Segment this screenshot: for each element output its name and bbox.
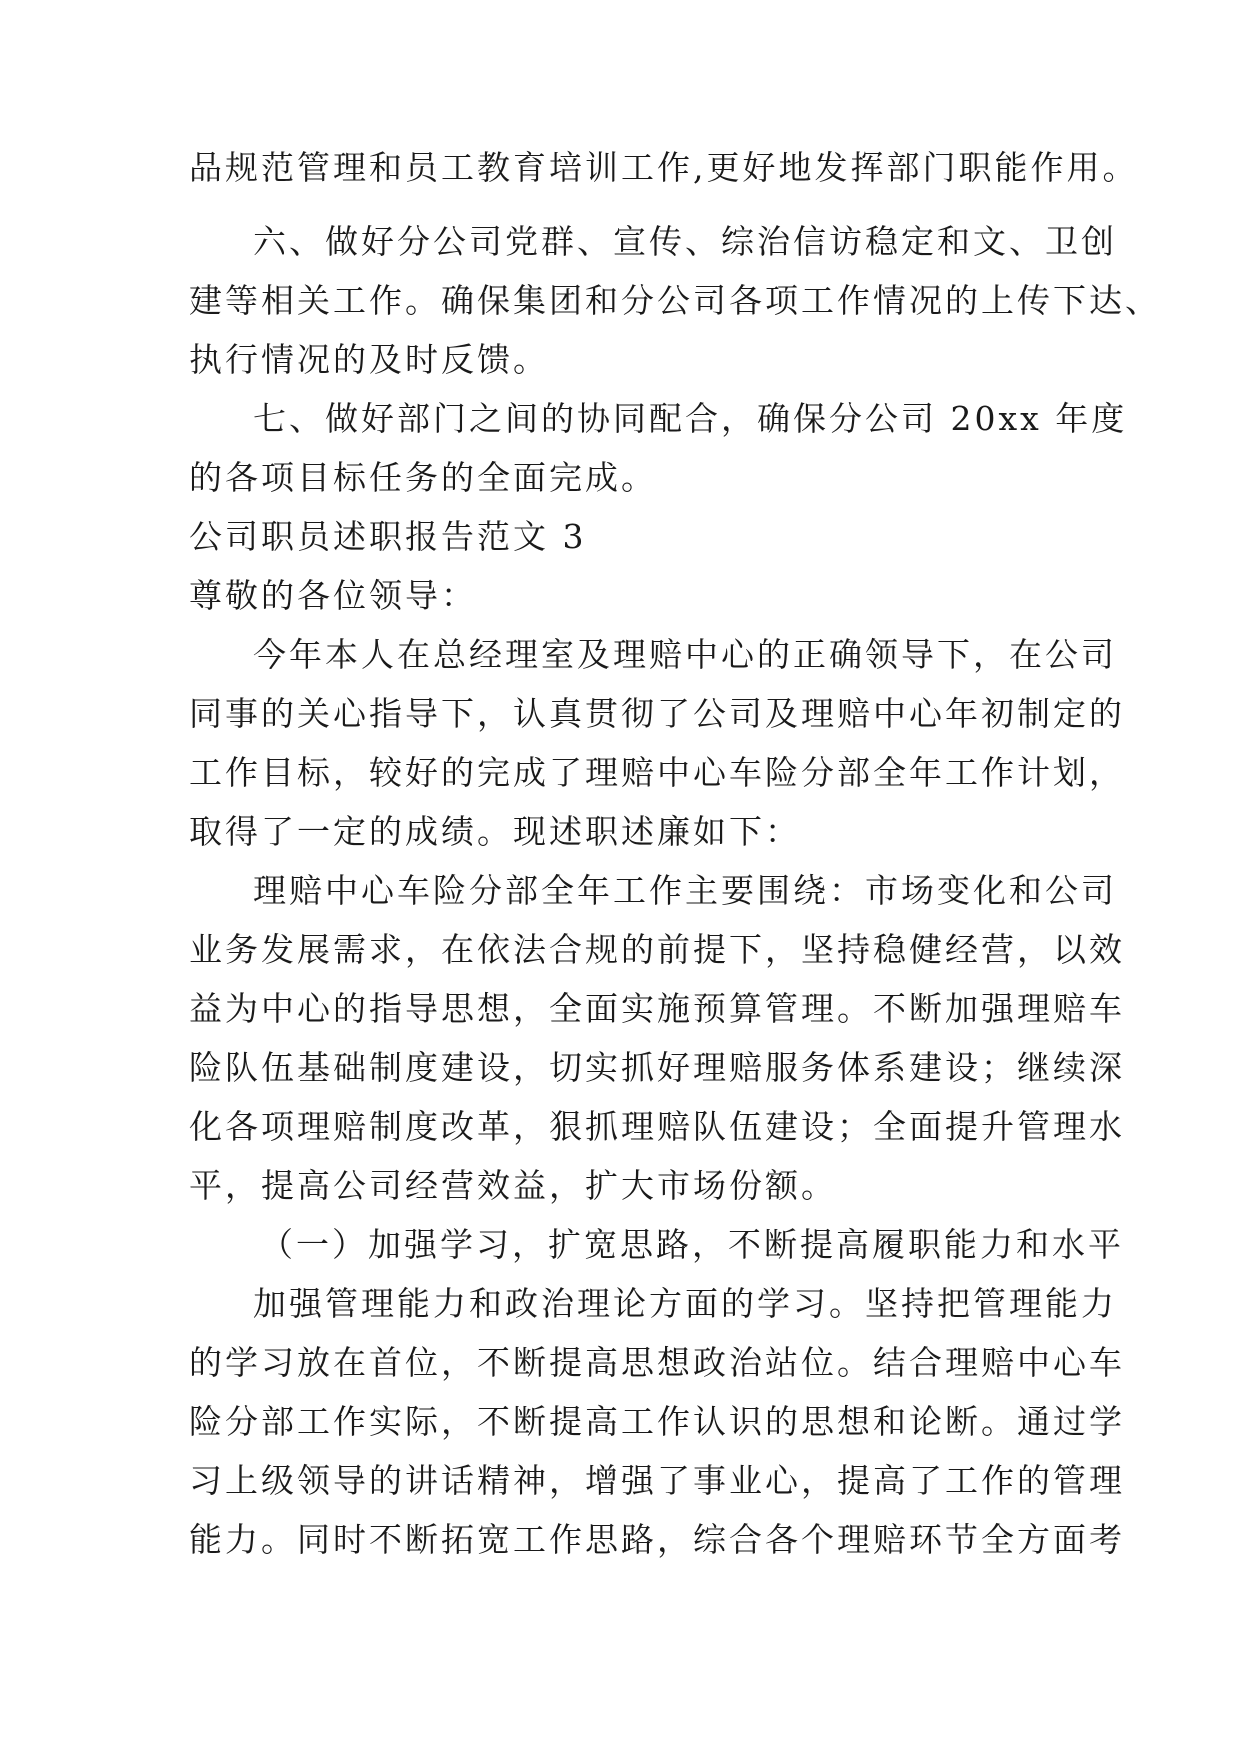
paragraph-line: 能力。同时不断拓宽工作思路，综合各个理赔环节全方面考 xyxy=(189,1520,1125,1559)
salutation: 尊敬的各位领导： xyxy=(189,576,477,615)
paragraph-line: 同事的关心指导下，认真贯彻了公司及理赔中心年初制定的 xyxy=(189,694,1125,733)
paragraph-line: 的各项目标任务的全面完成。 xyxy=(189,458,657,497)
paragraph-line: 七、做好部门之间的协同配合，确保分公司 20xx 年度 xyxy=(253,399,1128,438)
paragraph-line: 执行情况的及时反馈。 xyxy=(189,340,549,379)
paragraph-line: 险分部工作实际，不断提高工作认识的思想和论断。通过学 xyxy=(189,1402,1125,1441)
paragraph-line: 化各项理赔制度改革，狠抓理赔队伍建设；全面提升管理水 xyxy=(189,1107,1125,1146)
section-heading: 公司职员述职报告范文 3 xyxy=(189,517,587,556)
paragraph-line: 加强管理能力和政治理论方面的学习。坚持把管理能力 xyxy=(253,1284,1117,1323)
paragraph-line: 险队伍基础制度建设，切实抓好理赔服务体系建设；继续深 xyxy=(189,1048,1125,1087)
paragraph-line: 平，提高公司经营效益，扩大市场份额。 xyxy=(189,1166,837,1205)
paragraph-line: 取得了一定的成绩。现述职述廉如下： xyxy=(189,812,801,851)
paragraph-line: 建等相关工作。确保集团和分公司各项工作情况的上传下达、 xyxy=(189,281,1161,320)
paragraph-line: 工作目标，较好的完成了理赔中心车险分部全年工作计划， xyxy=(189,753,1125,792)
paragraph-line: 益为中心的指导思想，全面实施预算管理。不断加强理赔车 xyxy=(189,989,1125,1028)
paragraph-line: 理赔中心车险分部全年工作主要围绕：市场变化和公司 xyxy=(253,871,1117,910)
paragraph-line: 六、做好分公司党群、宣传、综治信访稳定和文、卫创 xyxy=(253,222,1117,261)
paragraph-line: 业务发展需求，在依法合规的前提下，坚持稳健经营，以效 xyxy=(189,930,1125,969)
paragraph-line: 今年本人在总经理室及理赔中心的正确领导下，在公司 xyxy=(253,635,1117,674)
paragraph-line: 的学习放在首位，不断提高思想政治站位。结合理赔中心车 xyxy=(189,1343,1125,1382)
subsection-heading: （一）加强学习，扩宽思路，不断提高履职能力和水平 xyxy=(260,1225,1124,1264)
paragraph-line: 习上级领导的讲话精神，增强了事业心，提高了工作的管理 xyxy=(189,1461,1125,1500)
paragraph-line: 品规范管理和员工教育培训工作,更好地发挥部门职能作用。 xyxy=(189,148,1139,187)
